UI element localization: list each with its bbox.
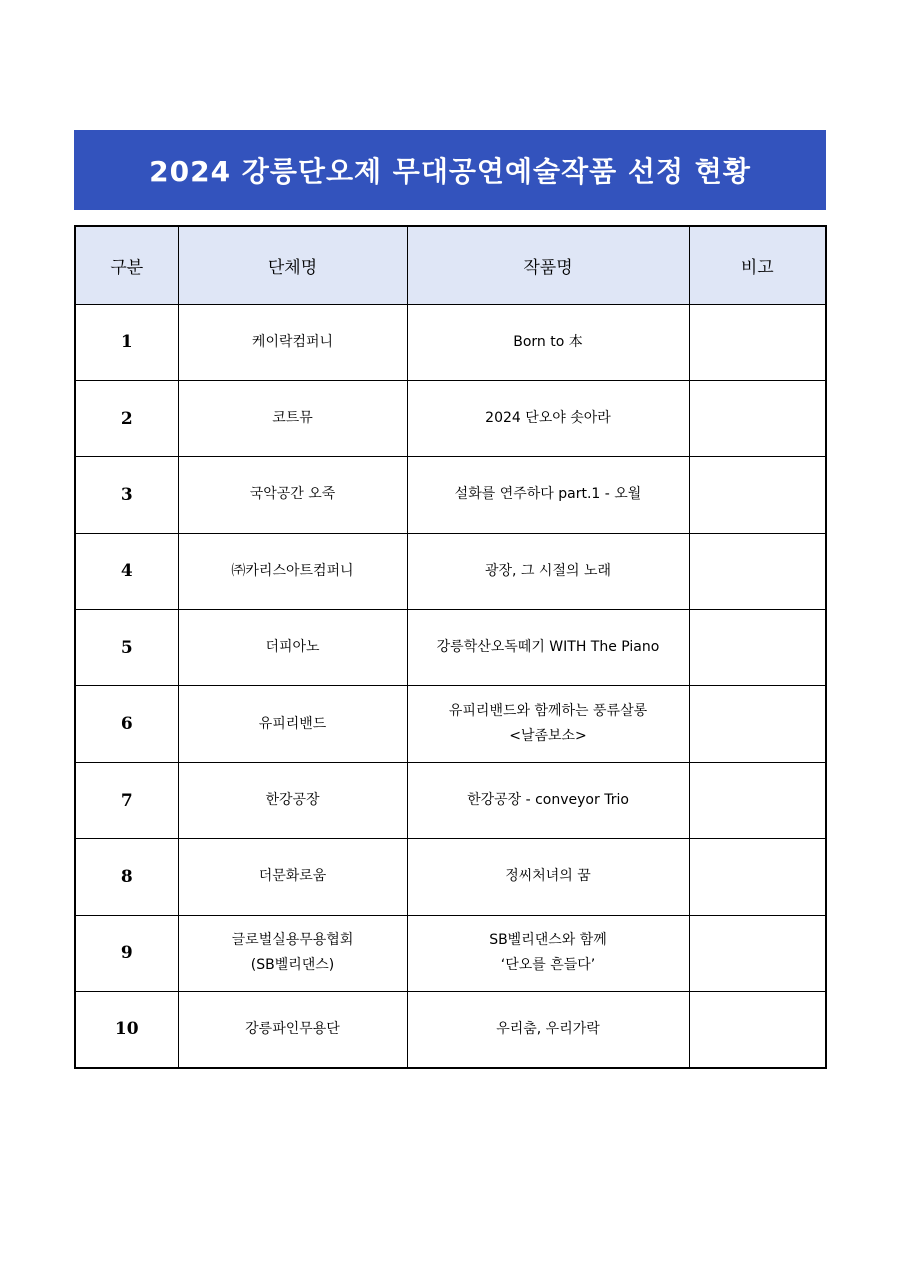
cell-note — [689, 533, 826, 609]
cell-work-title — [407, 839, 689, 915]
cell-work-title — [407, 992, 689, 1068]
table-row — [75, 839, 826, 915]
header-group: 단체명 — [178, 226, 407, 304]
work-title-line: ‘단오를 흔들다’ — [500, 957, 596, 974]
cell-no: 5 — [75, 610, 178, 686]
work-title-line: 정씨처녀의 꿈 — [505, 868, 591, 885]
cell-group-name — [178, 380, 407, 456]
cell-note — [689, 304, 826, 380]
work-title-line: Born to 本 — [513, 333, 583, 350]
cell-no: 3 — [75, 457, 178, 533]
cell-note — [689, 457, 826, 533]
table-row — [75, 762, 826, 838]
cell-note — [689, 762, 826, 838]
group-name-line: 강릉파인무용단 — [245, 1020, 340, 1037]
page-title: 2024 강릉단오제 무대공연예술작품 선정 현황 — [149, 155, 751, 188]
cell-work-title — [407, 610, 689, 686]
group-name-line: 국악공간 오죽 — [249, 486, 336, 503]
selection-table — [74, 225, 827, 1069]
cell-group-name — [178, 610, 407, 686]
table-row — [75, 533, 826, 609]
header-no: 구분 — [75, 226, 178, 304]
cell-no: 2 — [75, 380, 178, 456]
cell-work-title — [407, 304, 689, 380]
group-name-line: 유피리밴드 — [258, 715, 327, 732]
cell-no: 4 — [75, 533, 178, 609]
cell-group-name — [178, 533, 407, 609]
cell-no: 8 — [75, 839, 178, 915]
cell-work-title — [407, 457, 689, 533]
table-header-row — [75, 226, 826, 304]
cell-work-title — [407, 762, 689, 838]
work-title-line: 우리춤, 우리가락 — [496, 1020, 600, 1037]
work-title-line: 설화를 연주하다 part.1 - 오월 — [454, 486, 642, 503]
header-note: 비고 — [689, 226, 826, 304]
table-row — [75, 686, 826, 762]
table-row — [75, 992, 826, 1068]
table-row — [75, 380, 826, 456]
table-row — [75, 457, 826, 533]
cell-no: 7 — [75, 762, 178, 838]
group-name-line: 더문화로움 — [258, 868, 327, 885]
work-title-line: <날좀보소> — [509, 728, 587, 745]
cell-group-name — [178, 304, 407, 380]
work-title-line: 강릉학산오독떼기 WITH The Piano — [436, 639, 660, 656]
cell-group-name — [178, 457, 407, 533]
table-row — [75, 610, 826, 686]
cell-group-name — [178, 915, 407, 991]
group-name-line: 코트뮤 — [272, 410, 313, 427]
group-name-line: 글로벌실용무용협회 — [231, 932, 354, 949]
title-banner — [74, 130, 826, 210]
cell-group-name — [178, 839, 407, 915]
cell-work-title — [407, 533, 689, 609]
cell-no: 10 — [75, 992, 178, 1068]
cell-work-title — [407, 686, 689, 762]
cell-note — [689, 992, 826, 1068]
table-body — [75, 304, 826, 1068]
cell-note — [689, 610, 826, 686]
cell-group-name — [178, 762, 407, 838]
group-name-line: 케이락컴퍼니 — [251, 333, 334, 350]
cell-note — [689, 915, 826, 991]
group-name-line: ㈜카리스아트컴퍼니 — [231, 562, 354, 579]
cell-group-name — [178, 686, 407, 762]
group-name-line: (SB벨리댄스) — [250, 957, 335, 974]
cell-no: 6 — [75, 686, 178, 762]
cell-note — [689, 380, 826, 456]
cell-work-title — [407, 915, 689, 991]
cell-group-name — [178, 992, 407, 1068]
cell-no: 1 — [75, 304, 178, 380]
cell-note — [689, 839, 826, 915]
header-work: 작품명 — [407, 226, 689, 304]
work-title-line: 광장, 그 시절의 노래 — [485, 562, 611, 579]
work-title-line: 2024 단오야 솟아라 — [485, 410, 611, 427]
group-name-line: 더피아노 — [265, 639, 320, 656]
work-title-line: 한강공장 - conveyor Trio — [467, 792, 629, 809]
group-name-line: 한강공장 — [265, 792, 320, 809]
cell-no: 9 — [75, 915, 178, 991]
table-row — [75, 915, 826, 991]
work-title-line: 유피리밴드와 함께하는 풍류살롱 — [448, 703, 648, 720]
table-row — [75, 304, 826, 380]
cell-note — [689, 686, 826, 762]
cell-work-title — [407, 380, 689, 456]
work-title-line: SB벨리댄스와 함께 — [489, 932, 607, 949]
